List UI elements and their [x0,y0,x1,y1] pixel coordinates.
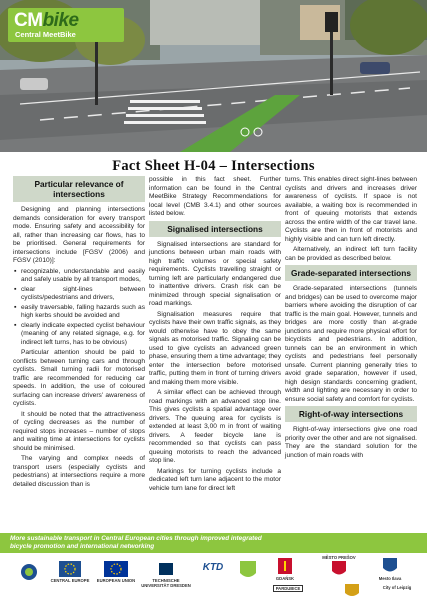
ilava-crest-icon [382,557,398,575]
partner-logo-green [236,559,260,584]
list-item: ▪ clear sight-lines between cyclists/pedestrians and drivers, [13,286,145,303]
partner-logo [12,563,46,582]
paragraph: A similar effect can be achieved through road markings with an advanced stop line. This gives cyclists a spatial advantage over drivers. The queuing area for cyclists is extended at least 3,00 m in front of waiting drivers. A feeder bicycle lane is recommended so that cyclists can pass queuing motorists to reach the advanced stop line. [149,389,281,464]
section-heading-relevance: Particular relevance of intersections [13,176,145,202]
circle-logo-icon [16,563,42,581]
eu-flag-icon [104,561,128,577]
partner-logo-leipzig: City of Leipzig [382,585,412,590]
city-crest-icon [344,583,360,599]
paragraph: Markings for turning cyclists include a dedicated left turn lane adjacent to the motor vehicle turn lane for direct left [149,467,281,492]
list-item: ▪ recognizable, understandable and easily and safely usable by all transport modes, [13,268,145,285]
paragraph: Particular attention should be paid to conflicts between turning cars and through cyclists. Small turning radii for motorised traffic are recommended for reducing car speeds. In addition, the use of coloured surfacing can increase drivers' awareness of cyclists. [13,349,145,407]
partner-logo-ktd: KTD [202,562,224,573]
tu-dresden-icon [157,561,175,577]
paragraph: Grade-separated intersections (tunnels and bridges) can be used to overcome major barriers where avoiding the disruption of car traffic is the main goal. However, tunnels and bridges are more costly than at-grade junctions and require more physical effort for bicyclists and pedestrians. In addition, tunnels can be an environment in which cyclists and pedestrians feel personally unsafe. Current planning generally tries to avoid grade separation, however if used, high design standards concerning gradient, width and lighting are necessary in order to ensure social safety and comfort for cyclists. [285,285,417,403]
cmbike-logo [8,8,124,42]
paragraph: possible in this fact sheet. Further information can be found in the Central MeetBike Strategy Recommendations for local level (CMB 3.4.1) and other sources listed below. [149,176,281,217]
presov-crest-icon [331,560,347,578]
footer-tagline: More sustainable transport in Central European cities through improved integrated bicycle promotion and international networking [10,535,262,550]
paragraph: Signalised intersections are standard for junctions between urban main roads with high traffic volumes or special safety requirements. Cyclists travelling straight or turning left are particularly endangered due to inattentive drivers. Crash risk can be minimized through special signalisation or road markings. [149,240,281,307]
partner-logos [0,553,427,600]
logo-subtitle: Central MeetBike [15,30,76,39]
partner-logo-central-europe: CENTRAL EUROPE [50,561,90,583]
paragraph: The varying and complex needs of transport users (especially cyclists and pedestrians) at intersections require a more detailed discussion than is [13,455,145,488]
partner-logo-presov: MĚSTO PREŠOV [316,555,362,579]
column-2 [149,176,281,495]
partner-logo-ilava: Mesto Ilava [368,557,412,581]
paragraph: It should be noted that the attractiveness of cycling decreases as the number of required stops increases – number of stops and waiting time at intersections for cyclists should be minimised. [13,410,145,452]
paragraph: Designing and planning intersections demands consideration for every transport mode. Ensuring safety and accessibility for all, rather than increasing car flows, has to be prioritised. General requirements for intersections include [FGSV (2006) and FGSV (2010)]: [13,206,145,264]
gdansk-crest-icon [276,557,294,575]
list-item: ▪ easily traversable, falling hazards such as high kerbs should be avoided and [13,304,145,321]
logo-wordmark: CMbike [14,10,79,31]
column-1 [13,176,145,491]
partner-logo-tu-dresden: TECHNISCHE UNIVERSITÄT DRESDEN [140,561,192,588]
partner-logo-eu: EUROPEAN UNION [94,561,138,583]
star-ring-icon [59,561,81,577]
section-heading-signalised: Signalised intersections [149,221,281,237]
partner-logo-crest [330,583,374,600]
partner-logo-pardubice: PARDUBICE [268,586,308,591]
paragraph: Alternatively, an indirect left turn facility can be provided as described below. [285,246,417,262]
column-3 [285,176,417,462]
paragraph: Right-of-way intersections give one road priority over the other and are not signalised. They are the standard solution for the junction of main roads with [285,426,417,459]
partner-logo-gdansk: GDAŃSK [266,557,304,581]
footer [0,533,427,600]
section-heading-right-of-way: Right-of-way intersections [285,406,417,422]
shield-icon [238,559,258,583]
section-heading-grade-separated: Grade-separated intersections [285,265,417,281]
paragraph: turns. This enables direct sight-lines between cyclists and drivers and increases driver awareness of cyclists. If space is not available, a waiting box is recommended in front of queuing motorists that extends across the entire width of the car travel lane. Cyclists are then in front of motorists and highly visible and can turn left directly. [285,176,417,243]
requirements-list [13,268,145,348]
paragraph: Signalisation measures require that cyclists have their own traffic signals, as they would otherwise have to obey the same signals as motorised traffic. Signaling can be used to give cyclists an advanced green phase, ensuring them a time advantage; they enter the intersection before motorised traffic, putting them in front of turning drivers and making them more visible. [149,310,281,386]
page-title: Fact Sheet H-04 – Intersections [112,158,315,174]
header-photo [0,0,427,152]
list-item: ▪ clearly indicate expected cyclist behaviour (meaning of any related signage, e.g. for indirect left turns, has to be obvious) [13,322,145,348]
